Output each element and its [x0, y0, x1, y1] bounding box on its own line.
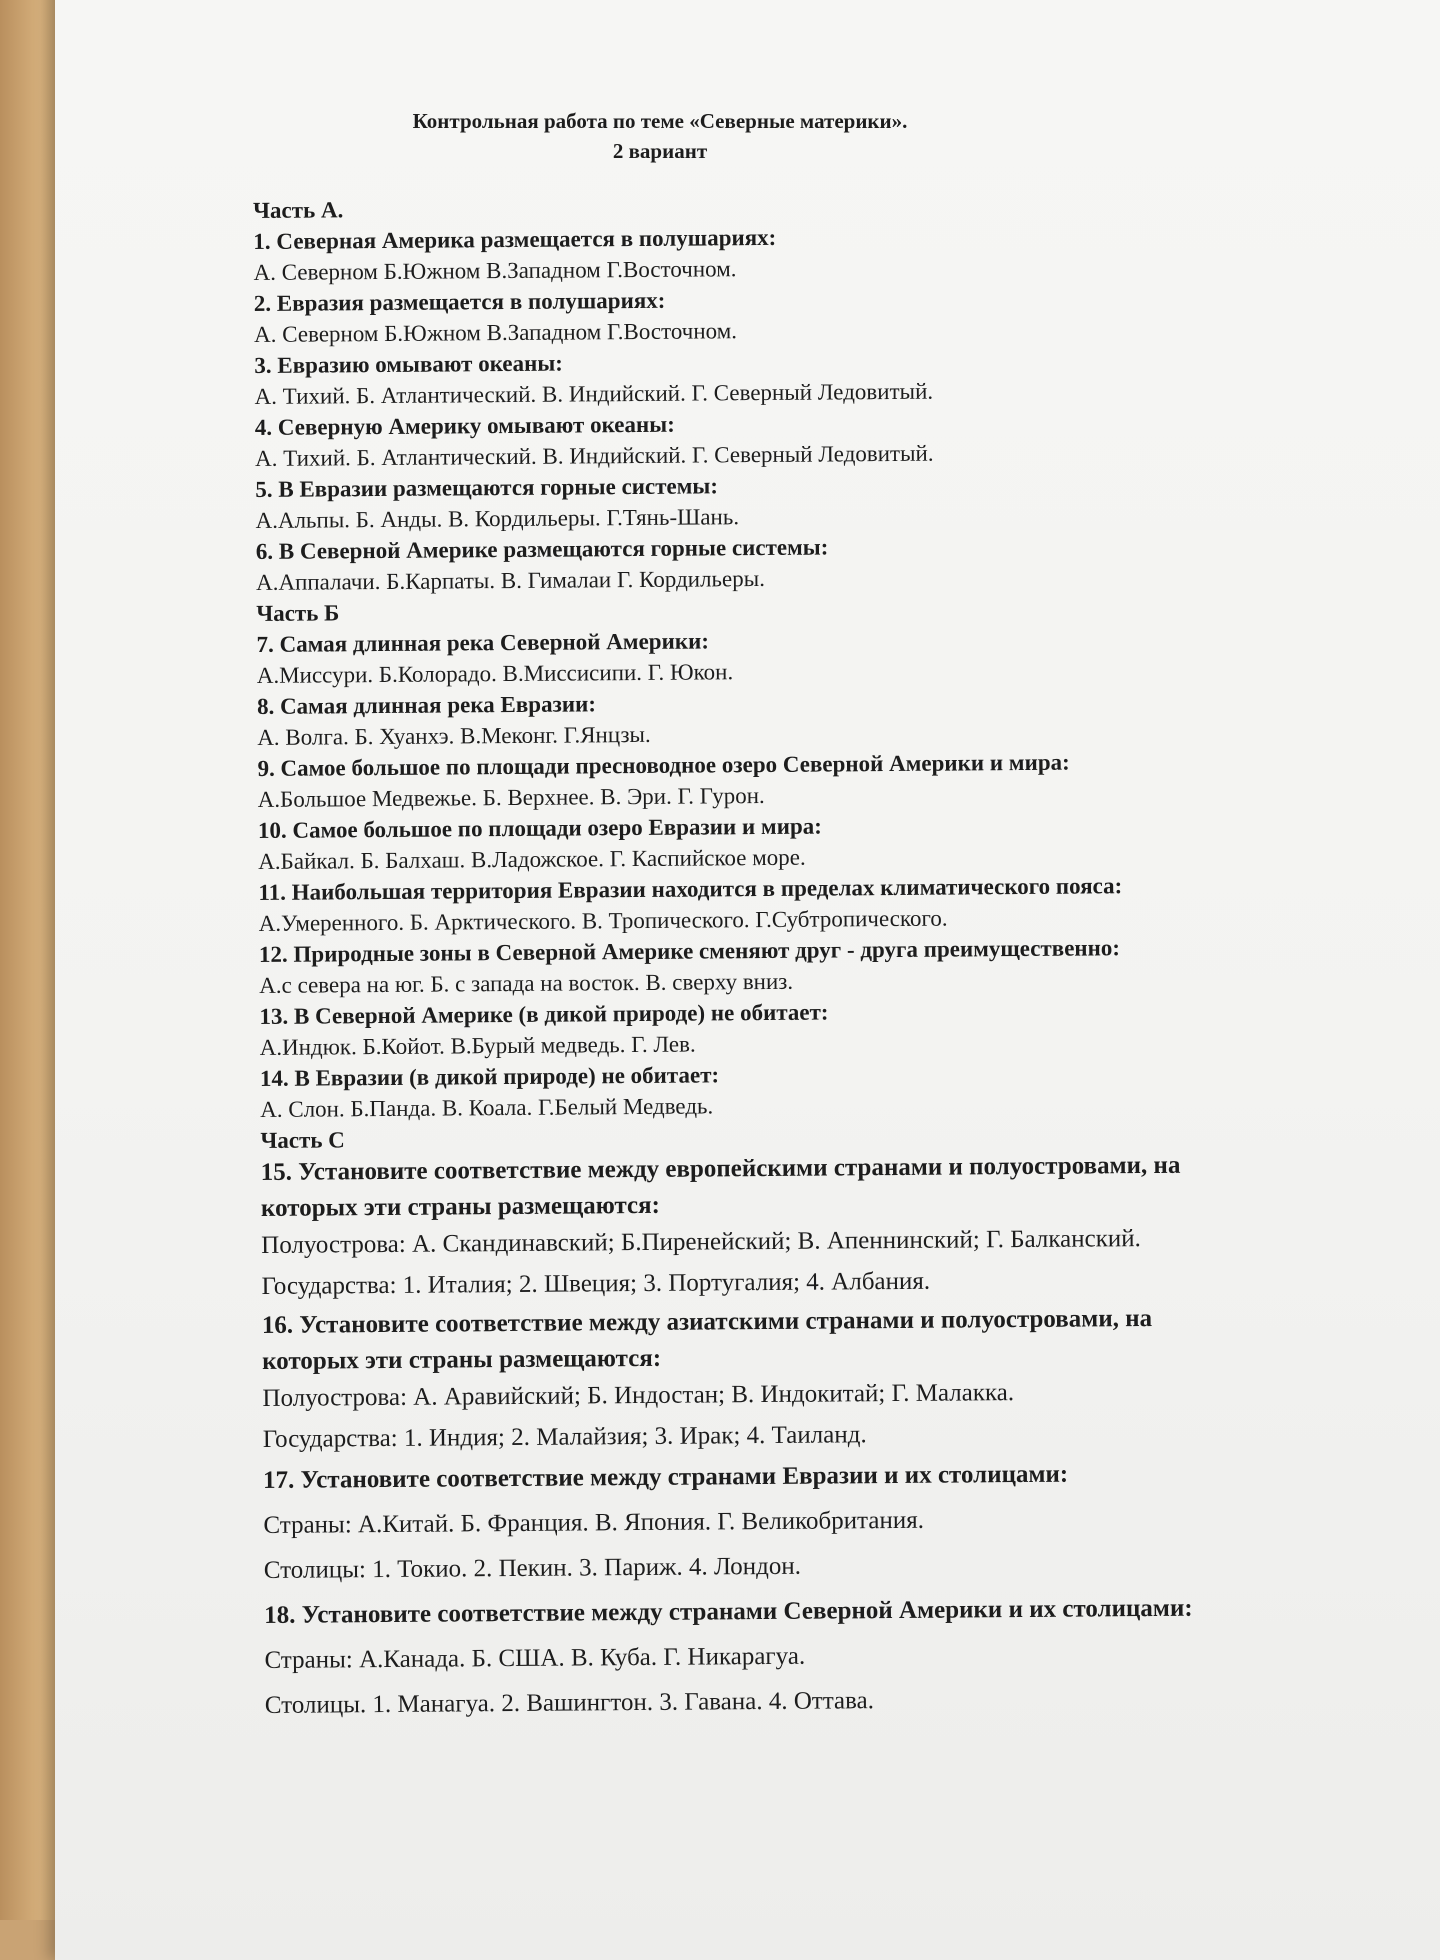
- question-18-capitals: Столицы. 1. Манагуа. 2. Вашингтон. 3. Гавана. 4. Оттава.: [264, 1687, 875, 1719]
- question-16-peninsulas: Полуострова: А. Аравийский; Б. Индостан; В. Индокитай; Г. Малакка.: [262, 1379, 1015, 1412]
- question-17-countries: Страны: А.Китай. Б. Франция. В. Япония. Г. Великобритания.: [263, 1506, 925, 1539]
- question-13: 13. В Северной Америке (в дикой природе) не обитает:: [259, 999, 829, 1029]
- title-line-1: Контрольная работа по теме «Северные материки».: [412, 109, 908, 133]
- question-15-peninsulas: Полуострова: А. Скандинавский; Б.Пиренейский; В. Апеннинский; Г. Балканский.: [261, 1225, 1141, 1259]
- answer-options-11: А.Умеренного. Б. Арктического. В. Тропического. Г.Субтропического.: [258, 905, 948, 936]
- question-15-states: Государства: 1. Италия; 2. Швеция; 3. Португалия; 4. Албания.: [261, 1267, 931, 1300]
- question-16-line-1: 16. Установите соответствие между азиатскими странами и полуостровами, на: [261, 1304, 1153, 1339]
- question-17: 17. Установите соответствие между странами Евразии и их столицами:: [262, 1460, 1069, 1494]
- answer-options-5: А.Альпы. Б. Анды. В. Кордильеры. Г.Тянь-Шань.: [255, 504, 740, 533]
- answer-options-12: А.с севера на юг. Б. с запада на восток. В. сверху вниз.: [259, 968, 794, 998]
- answer-options-6: А.Аппалачи. Б.Карпаты. В. Гималаи Г. Кордильеры.: [255, 565, 766, 595]
- part-b-heading: Часть Б: [256, 600, 340, 626]
- question-11: 11. Наибольшая территория Евразии находится в пределах климатического пояса:: [258, 873, 1123, 905]
- document-title: [300, 106, 1020, 166]
- part-a-heading: Часть А.: [253, 197, 344, 223]
- question-4: 4. Северную Америку омывают океаны:: [254, 411, 675, 440]
- answer-options-8: А. Волга. Б. Хуанхэ. В.Меконг. Г.Янцзы.: [257, 721, 651, 750]
- title-line-2: 2 вариант: [612, 139, 708, 163]
- question-18-countries: Страны: А.Канада. Б. США. В. Куба. Г. Никарагуа.: [264, 1642, 806, 1674]
- question-17-capitals: Столицы: 1. Токио. 2. Пекин. 3. Париж. 4. Лондон.: [263, 1552, 802, 1584]
- answer-options-13: А.Индюк. Б.Койот. В.Бурый медведь. Г. Лев.: [259, 1031, 696, 1060]
- question-9: 9. Самое большое по площади пресноводное озеро Северной Америки и мира:: [257, 749, 1070, 781]
- question-1: 1. Северная Америка размещается в полушариях:: [253, 224, 777, 254]
- part-c-heading: Часть С: [260, 1127, 345, 1153]
- question-14: 14. В Евразии (в дикой природе) не обитает:: [259, 1062, 720, 1091]
- answer-options-2: А. Северном Б.Южном В.Западном Г.Восточном.: [253, 318, 738, 347]
- answer-options-4: А. Тихий. Б. Атлантический. В. Индийский. Г. Северный Ледовитый.: [254, 440, 934, 471]
- question-5: 5. В Евразии размещаются горные системы:: [255, 473, 719, 502]
- answer-options-10: А.Байкал. Б. Балхаш. В.Ладожское. Г. Каспийское море.: [258, 844, 806, 874]
- answer-options-7: А.Миссури. Б.Колорадо. В.Миссисипи. Г. Юкон.: [256, 659, 734, 688]
- question-6: 6. В Северной Америке размещаются горные системы:: [255, 534, 829, 564]
- question-10: 10. Самое большое по площади озеро Евразии и мира:: [257, 813, 822, 843]
- answer-options-14: А. Слон. Б.Панда. В. Коала. Г.Белый Медведь.: [260, 1093, 714, 1122]
- question-8: 8. Самая длинная река Евразии:: [256, 691, 597, 719]
- question-16-states: Государства: 1. Индия; 2. Малайзия; 3. Ирак; 4. Таиланд.: [262, 1421, 867, 1453]
- answer-options-9: А.Большое Медвежье. Б. Верхнее. В. Эри. Г. Гурон.: [257, 783, 765, 812]
- question-12: 12. Природные зоны в Северной Америке сменяют друг - друга преимущественно:: [258, 935, 1121, 967]
- question-16-line-2: которых эти страны размещаются:: [262, 1344, 662, 1375]
- question-2: 2. Евразия размещается в полушариях:: [253, 287, 666, 316]
- question-15-line-2: которых эти страны размещаются:: [260, 1191, 661, 1222]
- test-body: [253, 186, 1390, 1724]
- question-18: 18. Установите соответствие между странами Северной Америки и их столицами:: [264, 1594, 1193, 1629]
- answer-options-3: А. Тихий. Б. Атлантический. В. Индийский. Г. Северный Ледовитый.: [254, 378, 934, 409]
- question-15-line-1: 15. Установите соответствие между европейскими странами и полуостровами, на: [260, 1151, 1181, 1186]
- answer-options-1: А. Северном Б.Южном В.Западном Г.Восточном.: [253, 256, 737, 285]
- question-3: 3. Евразию омывают океаны:: [254, 350, 563, 378]
- question-7: 7. Самая длинная река Северной Америки:: [256, 628, 710, 657]
